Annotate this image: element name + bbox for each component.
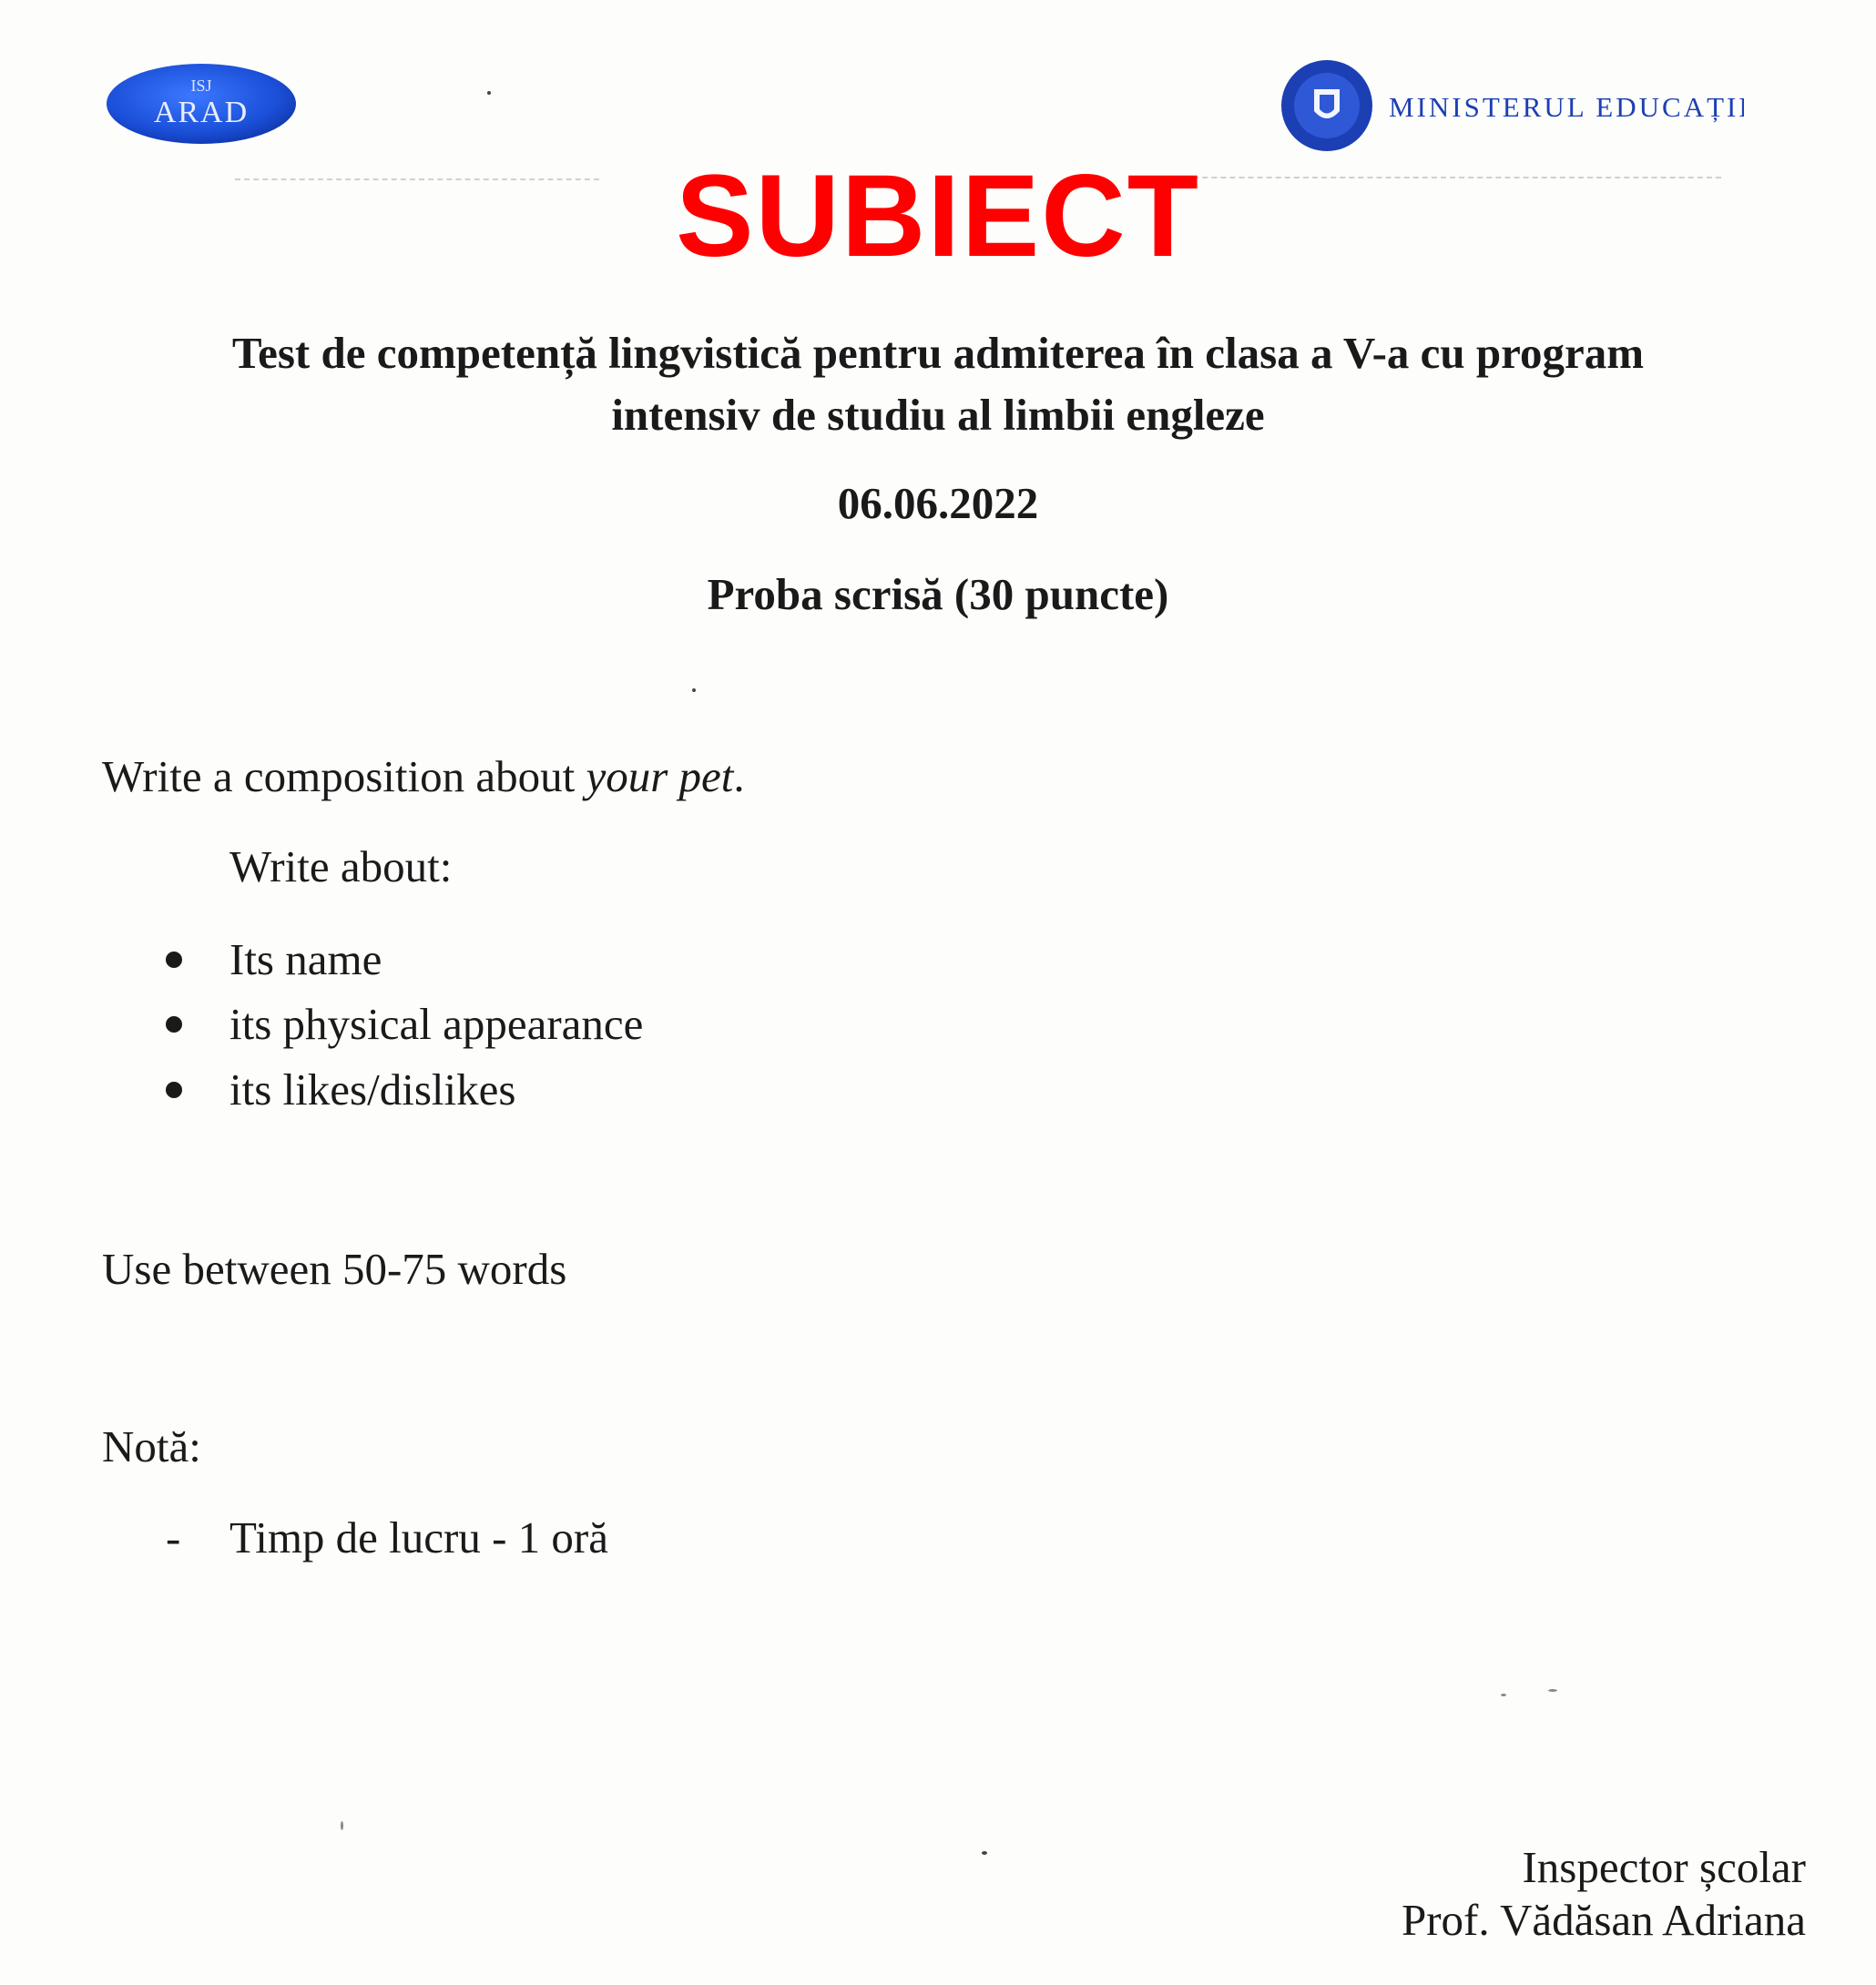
signature-name: Prof. Vădăsan Adriana [1401, 1895, 1806, 1945]
bullet-icon [166, 1016, 182, 1033]
task-intro-suffix: . [733, 751, 745, 801]
isj-logo-line2: ARAD [153, 96, 250, 129]
bullet-icon [166, 1082, 182, 1098]
isj-arad-logo [105, 62, 298, 146]
scan-speck [1548, 1689, 1557, 1692]
note-label: Notă: [102, 1421, 201, 1471]
scan-speck [487, 91, 491, 95]
write-about-label: Write about: [229, 841, 453, 891]
list-item-text: its physical appearance [229, 999, 644, 1049]
signature-role: Inspector școlar [1522, 1842, 1806, 1892]
task-intro-topic: your pet [586, 751, 734, 801]
task-intro-prefix: Write a composition about [102, 751, 586, 801]
dash-marker: - [166, 1512, 181, 1563]
isj-logo-line1: ISJ [190, 76, 212, 95]
note-item-text: Timp de lucru - 1 oră [229, 1512, 608, 1563]
title-line-1: Test de competență lingvistică pentru admiterea în clasa a V-a cu program [231, 328, 1645, 378]
exam-date: 06.06.2022 [837, 478, 1039, 528]
bullet-icon [166, 952, 182, 968]
word-limit: Use between 50-75 words [102, 1244, 567, 1294]
ministry-logo-text: MINISTERUL EDUCAȚIEI [1389, 91, 1744, 123]
ministry-logo [1280, 53, 1744, 158]
list-item-text: Its name [229, 934, 382, 984]
scan-speck [341, 1821, 343, 1830]
subiect-stamp: SUBIECT [676, 151, 1200, 281]
scan-speck [692, 688, 696, 692]
title-line-2: intensiv de studiu al limbii engleze [611, 390, 1265, 440]
section-heading: Proba scrisă (30 puncte) [707, 569, 1169, 619]
task-intro [102, 748, 745, 805]
scan-speck [982, 1851, 987, 1855]
list-item-text: its likes/dislikes [229, 1064, 516, 1115]
scan-speck [1501, 1694, 1506, 1696]
